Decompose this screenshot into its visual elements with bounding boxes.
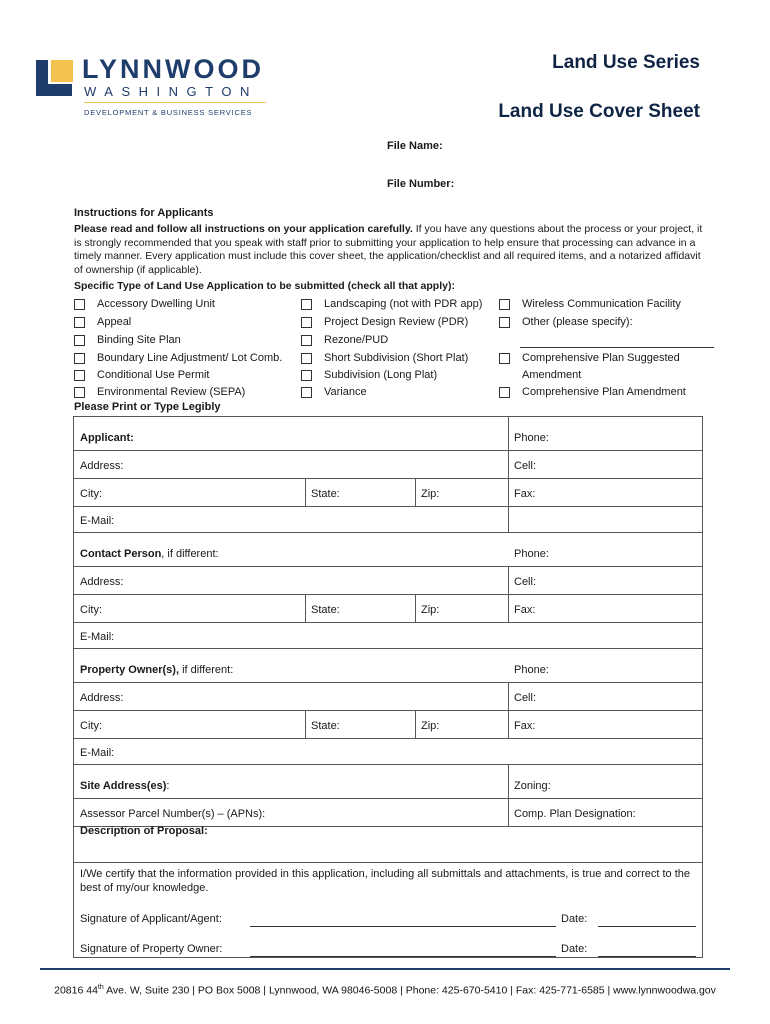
checkbox-box[interactable] — [499, 353, 510, 364]
file-number-label: File Number: — [387, 178, 455, 190]
checkbox-rezone-pud[interactable] — [301, 334, 388, 346]
checkbox-box[interactable] — [301, 353, 312, 364]
logo-mark-horizontal — [36, 84, 72, 96]
series-title: Land Use Series — [552, 52, 700, 73]
contact-city-field[interactable]: City: — [80, 604, 102, 616]
checkbox-label: Other (please specify): — [522, 316, 633, 328]
checkbox-box[interactable] — [499, 387, 510, 398]
owner-address-field[interactable]: Address: — [80, 692, 124, 704]
footer-contact-info: 20816 44th Ave. W, Suite 230 | PO Box 5008 | Lynnwood, WA 98046-5008 | Phone: 425-670-5410 | Fax: 425-771-6585 | www.lynnwoodwa.gov — [54, 984, 716, 997]
date-applicant-line[interactable] — [598, 926, 696, 927]
applicant-state-field[interactable]: State: — [311, 488, 340, 500]
print-legibly-note: Please Print or Type Legibly — [74, 401, 221, 413]
checkbox-label: Binding Site Plan — [97, 334, 181, 346]
logo-mark-square — [51, 60, 73, 82]
checkbox-label: Variance — [324, 386, 367, 398]
checkbox-conditional-use-permit[interactable] — [74, 369, 210, 381]
checkbox-label: Conditional Use Permit — [97, 369, 210, 381]
contact-zip-field[interactable]: Zip: — [421, 604, 440, 616]
applicant-phone-field[interactable]: Phone: — [514, 432, 549, 444]
logo-state: WASHINGTON — [84, 84, 258, 99]
checkbox-comp-plan-amendment[interactable] — [499, 386, 686, 398]
checkbox-binding-site-plan[interactable] — [74, 334, 181, 346]
checkbox-label: Environmental Review (SEPA) — [97, 386, 246, 398]
contact-person-label[interactable]: Contact Person, if different: — [80, 548, 219, 560]
instructions-heading: Instructions for Applicants — [74, 207, 214, 219]
applicant-email-field[interactable]: E-Mail: — [80, 515, 115, 527]
checkbox-label: Comprehensive Plan Suggested — [522, 352, 680, 364]
application-type-heading: Specific Type of Land Use Application to be submitted (check all that apply): — [74, 280, 455, 292]
owner-fax-field[interactable]: Fax: — [514, 720, 536, 732]
certification-text: I/We certify that the information provided in this application, including all submittals and attachments, is true and correct to the best of my/our knowledge. — [80, 868, 691, 894]
application-form-table — [73, 416, 703, 958]
signature-applicant-line[interactable] — [250, 926, 556, 927]
footer-divider — [40, 968, 730, 970]
checkbox-box[interactable] — [301, 370, 312, 381]
checkbox-landscaping[interactable] — [301, 298, 482, 310]
checkbox-accessory-dwelling-unit[interactable] — [74, 298, 215, 310]
owner-cell-field[interactable]: Cell: — [514, 692, 537, 704]
checkbox-subdivision-long-plat[interactable] — [301, 369, 437, 381]
file-name-label: File Name: — [387, 140, 443, 152]
owner-state-field[interactable]: State: — [311, 720, 340, 732]
checkbox-box[interactable] — [301, 299, 312, 310]
checkbox-project-design-review[interactable] — [301, 316, 468, 328]
checkbox-label: Project Design Review (PDR) — [324, 316, 469, 328]
logo-name: LYNNWOOD — [82, 54, 265, 84]
signature-owner-line[interactable] — [250, 956, 556, 957]
checkbox-label: Comprehensive Plan Amendment — [522, 386, 686, 398]
checkbox-box[interactable] — [301, 335, 312, 346]
date-owner-line[interactable] — [598, 956, 696, 957]
contact-cell-field[interactable]: Cell: — [514, 576, 537, 588]
checkbox-label-continued: Amendment — [522, 369, 582, 381]
logo-department: DEVELOPMENT & BUSINESS SERVICES — [84, 108, 253, 117]
applicant-zip-field[interactable]: Zip: — [421, 488, 440, 500]
applicant-fax-field[interactable]: Fax: — [514, 488, 536, 500]
comp-plan-designation-field[interactable]: Comp. Plan Designation: — [514, 808, 636, 820]
checkbox-short-subdivision[interactable] — [301, 352, 468, 364]
zoning-field[interactable]: Zoning: — [514, 780, 551, 792]
other-specify-line[interactable] — [520, 347, 714, 348]
owner-city-field[interactable]: City: — [80, 720, 102, 732]
checkbox-label: Short Subdivision (Short Plat) — [324, 352, 469, 364]
checkbox-box[interactable] — [499, 317, 510, 328]
signature-applicant-label: Signature of Applicant/Agent: — [80, 913, 222, 925]
contact-fax-field[interactable]: Fax: — [514, 604, 536, 616]
checkbox-label: Accessory Dwelling Unit — [97, 298, 215, 310]
checkbox-other[interactable] — [499, 316, 633, 328]
checkbox-box[interactable] — [74, 335, 85, 346]
instructions-lead: Please read and follow all instructions on your application carefully. — [74, 223, 413, 235]
owner-phone-field[interactable]: Phone: — [514, 664, 549, 676]
contact-phone-field[interactable]: Phone: — [514, 548, 549, 560]
logo-divider — [84, 102, 266, 103]
checkbox-variance[interactable] — [301, 386, 367, 398]
checkbox-label: Rezone/PUD — [324, 334, 389, 346]
contact-state-field[interactable]: State: — [311, 604, 340, 616]
description-of-proposal-field[interactable]: Description of Proposal: — [80, 825, 208, 837]
checkbox-environmental-review[interactable] — [74, 386, 245, 398]
checkbox-box[interactable] — [74, 299, 85, 310]
checkbox-box[interactable] — [499, 299, 510, 310]
checkbox-box[interactable] — [74, 387, 85, 398]
checkbox-label: Wireless Communication Facility — [522, 298, 681, 310]
owner-email-field[interactable]: E-Mail: — [80, 747, 115, 759]
applicant-address-field[interactable]: Address: — [80, 460, 124, 472]
checkbox-comp-plan-suggested[interactable] — [499, 352, 680, 364]
applicant-label[interactable]: Applicant: — [80, 432, 134, 444]
checkbox-box[interactable] — [301, 317, 312, 328]
checkbox-label: Boundary Line Adjustment/ Lot Comb. — [97, 352, 283, 364]
checkbox-box[interactable] — [74, 353, 85, 364]
apn-field[interactable]: Assessor Parcel Number(s) – (APNs): — [80, 808, 266, 820]
date-applicant-label: Date: — [561, 913, 588, 925]
site-address-field[interactable]: Site Address(es): — [80, 780, 170, 792]
applicant-cell-field[interactable]: Cell: — [514, 460, 537, 472]
checkbox-box[interactable] — [301, 387, 312, 398]
checkbox-appeal[interactable] — [74, 316, 131, 328]
instructions-body: If you have any questions about the process or your project, it is strongly recommended that you speak with staff prior to submitting your application to help ensure that processing can advance in a timely manner. Every application must include this cover sheet, the application/checklist and all required items, and a notarized affidavit of ownership (if applicable). — [74, 223, 703, 276]
owner-zip-field[interactable]: Zip: — [421, 720, 440, 732]
checkbox-label: Appeal — [97, 316, 132, 328]
applicant-city-field[interactable]: City: — [80, 488, 102, 500]
instructions-text — [74, 223, 708, 277]
checkbox-box[interactable] — [74, 317, 85, 328]
date-owner-label: Date: — [561, 943, 588, 955]
property-owner-label[interactable]: Property Owner(s), if different: — [80, 664, 234, 676]
contact-email-field[interactable]: E-Mail: — [80, 631, 115, 643]
signature-owner-label: Signature of Property Owner: — [80, 943, 223, 955]
contact-address-field[interactable]: Address: — [80, 576, 124, 588]
checkbox-box[interactable] — [74, 370, 85, 381]
checkbox-label: Subdivision (Long Plat) — [324, 369, 438, 381]
checkbox-wireless-communication[interactable] — [499, 298, 681, 310]
checkbox-label: Landscaping (not with PDR app) — [324, 298, 483, 310]
checkbox-boundary-line-adjustment[interactable] — [74, 352, 282, 364]
cover-title: Land Use Cover Sheet — [498, 101, 700, 122]
